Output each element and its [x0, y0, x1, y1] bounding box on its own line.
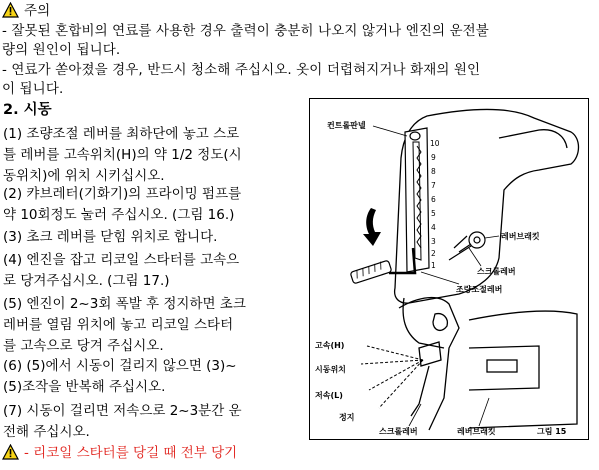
notice-line: - 잘못된 혼합비의 연료를 사용한 경우 출력이 충분히 나오지 않거나 엔진의 운전불: [2, 23, 489, 39]
step-line: 약 10회정도 눌러 주십시오. (그림 16.): [3, 207, 235, 223]
scale-6: 6: [431, 195, 436, 204]
section-title: 2. 시동: [3, 102, 52, 118]
step-line: (7) 시동이 걸리면 저속으로 2~3분간 운: [3, 403, 242, 419]
step-line: (5)조작을 반복해 주십시오.: [3, 379, 166, 395]
warning-icon: [2, 2, 19, 18]
warning-icon: [2, 444, 19, 460]
step-1: [3, 124, 242, 187]
figure-caption: 그림 15: [537, 427, 567, 436]
scale-4: 4: [431, 223, 436, 232]
step-line: (6) (5)에서 시동이 걸리지 않으면 (3)~: [3, 358, 237, 374]
step-line: (1) 조량조절 레버를 최하단에 놓고 스로: [3, 126, 240, 142]
step-line: (3) 초크 레버를 닫힘 위치로 합니다.: [3, 229, 218, 245]
control-panel: [405, 128, 429, 272]
scale-5: 5: [431, 209, 436, 218]
label-throttle-lever-top: 스크롤레버: [477, 267, 516, 276]
step-line: (2) 캬브레터(기화기)의 프라이밍 펌프를: [3, 186, 242, 202]
step-line: 로 당겨주십시오. (그림 17.): [3, 273, 170, 289]
label-lever-bracket-bottom: 레버브래킷: [457, 427, 496, 436]
label-lever-bracket-top: 레버브래킷: [501, 232, 540, 241]
step-6: [3, 356, 237, 398]
step-4: [3, 250, 239, 292]
step-2: [3, 184, 241, 226]
step-line: 레버를 열림 위치에 놓고 리코일 스타터: [3, 317, 234, 333]
step-line: 전해 주십시오.: [3, 424, 90, 440]
step-7: [3, 401, 242, 443]
label-flow-lever: 조량조절레버: [456, 285, 503, 294]
bottom-warning-text: - 리코일 스타터를 당길 때 전부 당기: [24, 445, 238, 461]
step-3: [3, 227, 217, 248]
notice-line: 량의 원인이 됩니다.: [2, 42, 121, 58]
scale-7: 7: [431, 181, 436, 190]
scale-3: 3: [431, 237, 436, 246]
scale-1: 1: [431, 261, 436, 270]
label-start-position: 시동위치: [315, 365, 346, 374]
scale-9: 9: [431, 153, 436, 162]
scale-8: 8: [431, 167, 436, 176]
notice-line: - 연료가 쏟아졌을 경우, 반드시 청소해 주십시오. 옷이 더렵혀지거나 화재의 원인: [2, 62, 481, 78]
scale-10: 10: [430, 139, 440, 148]
step-line: 동위치)에 위치 시키십시오.: [3, 168, 165, 184]
label-low: 저속(L): [315, 391, 343, 400]
label-control-panel: 컨트롤판넬: [327, 121, 366, 130]
figure-15: [309, 98, 589, 440]
label-throttle-lever-bottom: 스크롤레버: [379, 427, 418, 436]
notice-title: 주의: [24, 3, 51, 19]
scale-2: 2: [431, 249, 436, 258]
notice-line: 이 됩니다.: [2, 81, 64, 97]
step-line: (5) 엔진이 2~3회 폭발 후 정지하면 초크: [3, 296, 246, 312]
label-stop: 정지: [339, 413, 355, 422]
label-high: 고속(H): [315, 341, 345, 350]
step-5: [3, 294, 246, 357]
step-line: 틀 레버를 고속위치(H)의 약 1/2 정도(시: [3, 147, 242, 163]
step-line: (4) 엔진을 잡고 리코일 스타터를 고속으: [3, 252, 240, 268]
step-line: 를 고속으로 당겨 주십시오.: [3, 338, 164, 354]
